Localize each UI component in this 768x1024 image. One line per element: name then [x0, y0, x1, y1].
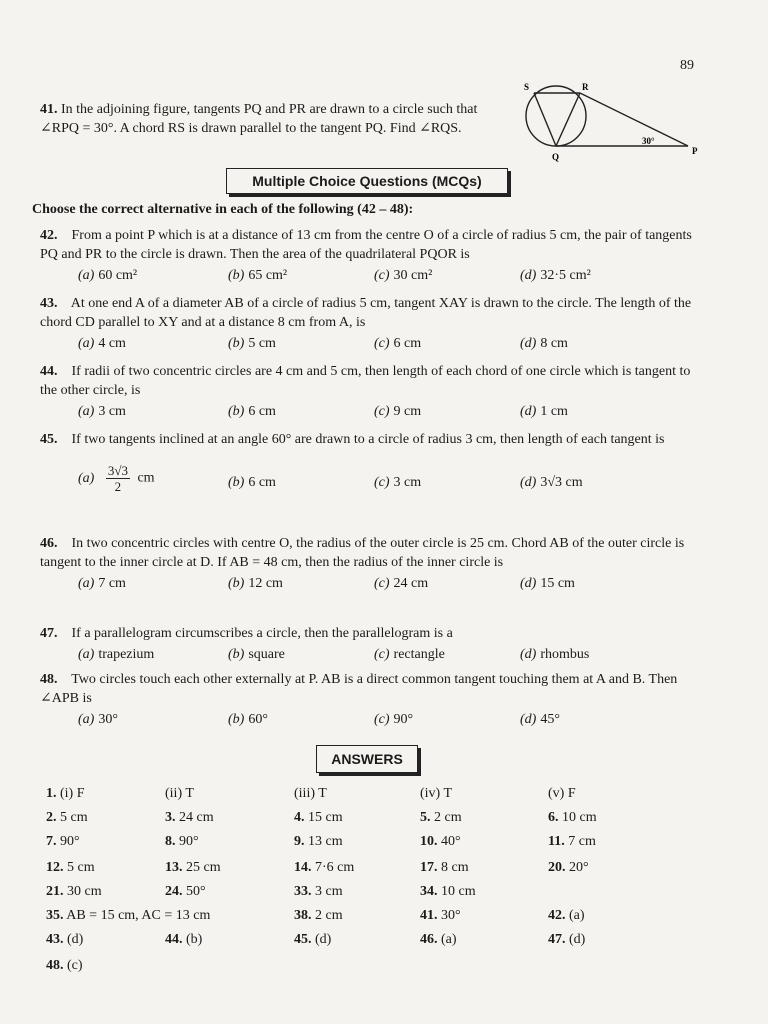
answer-item: 3. 24 cm: [165, 810, 214, 825]
option-d: (d) 8 cm: [520, 336, 568, 351]
option-c: (c) 9 cm: [374, 404, 422, 419]
question-41: [40, 100, 500, 138]
question-number: 48.: [40, 672, 58, 687]
option-a: (a) 30°: [78, 712, 118, 727]
question-48: [40, 670, 704, 730]
option-b: (b) 12 cm: [228, 576, 283, 591]
option-d: (d) 32·5 cm²: [520, 268, 591, 283]
option-a: (a) 3 cm: [78, 404, 126, 419]
option-a: (a) $\frac{3√3}{2}$ cm: [78, 463, 155, 494]
options: [40, 645, 704, 665]
label-r: R: [582, 82, 589, 92]
answer-item: 21. 30 cm: [46, 884, 102, 899]
question-45: [40, 430, 704, 507]
fraction: $\frac{3√3}{2}$: [107, 463, 128, 494]
answer-item: (v) F: [548, 786, 576, 801]
option-d: (d) rhombus: [520, 647, 590, 662]
answer-row: [0, 908, 768, 930]
answer-item: 45. (d): [294, 932, 332, 947]
option-b: (b) 5 cm: [228, 336, 276, 351]
label-p: P: [692, 146, 698, 156]
option-c: (c) rectangle: [374, 647, 445, 662]
answer-item: 9. 13 cm: [294, 834, 343, 849]
answer-item: 47. (d): [548, 932, 586, 947]
answer-item: (iii) T: [294, 786, 327, 801]
answer-item: 11. 7 cm: [548, 834, 596, 849]
answers-heading: ANSWERS: [316, 745, 418, 773]
question-number: 42.: [40, 228, 58, 243]
answer-item: 42. (a): [548, 908, 585, 923]
answer-row: [0, 834, 768, 856]
question-text: In two concentric circles with centre O, the radius of the outer circle is 25 cm. Chord AB of the outer circle is tangent to the inner circle at D. If AB = 48 cm, then the radius of the inner circle is: [40, 536, 685, 570]
label-q: Q: [552, 152, 560, 162]
option-c: (c) 30 cm²: [374, 268, 433, 283]
answer-item: 6. 10 cm: [548, 810, 597, 825]
question-number: 43.: [40, 296, 58, 311]
question-text: If radii of two concentric circles are 4 cm and 5 cm, then length of each chord of one circle which is tangent to the other circle, is: [40, 364, 691, 398]
answer-item: 12. 5 cm: [46, 860, 95, 875]
option-d: (d) 45°: [520, 712, 560, 727]
question-text: From a point P which is at a distance of 13 cm from the centre O of a circle of radius 5 cm, the pair of tangents PQ and PR to the circle is drawn. Then the area of the quadrilateral PQOR is: [40, 228, 692, 262]
question-44: [40, 362, 704, 422]
option-b: (b) 60°: [228, 712, 268, 727]
question-number: 47.: [40, 626, 58, 641]
question-46: [40, 534, 704, 594]
question-42: [40, 226, 704, 286]
answer-row: [0, 958, 768, 980]
option-d: (d) 3√3 cm: [520, 475, 583, 490]
answer-item: 38. 2 cm: [294, 908, 343, 923]
angle-label: 30°: [642, 136, 655, 146]
answer-item: 35. AB = 15 cm, AC = 13 cm: [46, 908, 211, 923]
instruction: Choose the correct alternative in each of the following (42 – 48):: [32, 202, 414, 217]
question-text: If a parallelogram circumscribes a circle, then the parallelogram is a: [71, 626, 453, 641]
option-a: (a) 7 cm: [78, 576, 126, 591]
label-s: S: [524, 82, 530, 92]
answer-item: 43. (d): [46, 932, 84, 947]
answer-item: 41. 30°: [420, 908, 461, 923]
question-number: 44.: [40, 364, 58, 379]
answer-item: 44. (b): [165, 932, 203, 947]
question-number: 45.: [40, 432, 58, 447]
tangent-figure: [512, 80, 708, 166]
option-b: (b) 65 cm²: [228, 268, 288, 283]
option-a: (a) 60 cm²: [78, 268, 138, 283]
option-d: (d) 1 cm: [520, 404, 568, 419]
options: [40, 710, 704, 730]
options: [40, 334, 704, 354]
option-c: (c) 3 cm: [374, 475, 422, 490]
answer-item: 33. 3 cm: [294, 884, 343, 899]
answer-item: 48. (c): [46, 958, 83, 973]
option-a: (a) trapezium: [78, 647, 155, 662]
options: [40, 574, 704, 594]
answer-item: 1. (i) F: [46, 786, 85, 801]
option-c: (c) 6 cm: [374, 336, 422, 351]
options: [40, 266, 704, 286]
answer-item: 4. 15 cm: [294, 810, 343, 825]
option-a: (a) 4 cm: [78, 336, 126, 351]
answer-row: [0, 810, 768, 832]
answer-row: [0, 884, 768, 906]
option-c: (c) 90°: [374, 712, 414, 727]
question-number: 41.: [40, 102, 58, 117]
chord-sq: [534, 93, 556, 146]
answer-row: [0, 860, 768, 882]
question-text: Two circles touch each other externally at P. AB is a direct common tangent touching them at A and B. Then ∠APB is: [40, 672, 678, 706]
answer-item: 13. 25 cm: [165, 860, 221, 875]
answer-row: [0, 932, 768, 954]
answer-item: (iv) T: [420, 786, 453, 801]
option-d: (d) 15 cm: [520, 576, 575, 591]
answer-row: [0, 786, 768, 808]
answer-item: 5. 2 cm: [420, 810, 462, 825]
options: [40, 463, 704, 507]
answer-item: 17. 8 cm: [420, 860, 469, 875]
options: [40, 402, 704, 422]
answer-item: (ii) T: [165, 786, 194, 801]
answer-item: 14. 7·6 cm: [294, 860, 355, 875]
answer-item: 20. 20°: [548, 860, 589, 875]
answer-item: 46. (a): [420, 932, 457, 947]
answer-item: 2. 5 cm: [46, 810, 88, 825]
question-47: [40, 624, 704, 665]
answer-item: 7. 90°: [46, 834, 80, 849]
tangent-pr: [580, 93, 688, 146]
option-c: (c) 24 cm: [374, 576, 429, 591]
option-b: (b) 6 cm: [228, 475, 276, 490]
answer-item: 24. 50°: [165, 884, 206, 899]
option-b: (b) square: [228, 647, 285, 662]
mcq-heading: Multiple Choice Questions (MCQs): [226, 168, 508, 194]
question-text: At one end A of a diameter AB of a circle of radius 5 cm, tangent XAY is drawn to the circle. The length of the chord CD parallel to XY and at a distance 8 cm from A, is: [40, 296, 692, 330]
question-text: In the adjoining figure, tangents PQ and PR are drawn to a circle such that ∠RPQ = 30°. A chord RS is drawn parallel to the tangent PQ. Find ∠RQS.: [40, 102, 478, 136]
question-number: 46.: [40, 536, 58, 551]
option-b: (b) 6 cm: [228, 404, 276, 419]
question-43: [40, 294, 704, 354]
answer-item: 10. 40°: [420, 834, 461, 849]
page-number: 89: [680, 58, 694, 73]
answer-item: 34. 10 cm: [420, 884, 476, 899]
answer-item: 8. 90°: [165, 834, 199, 849]
question-text: If two tangents inclined at an angle 60° are drawn to a circle of radius 3 cm, then length of each tangent is: [71, 432, 665, 447]
